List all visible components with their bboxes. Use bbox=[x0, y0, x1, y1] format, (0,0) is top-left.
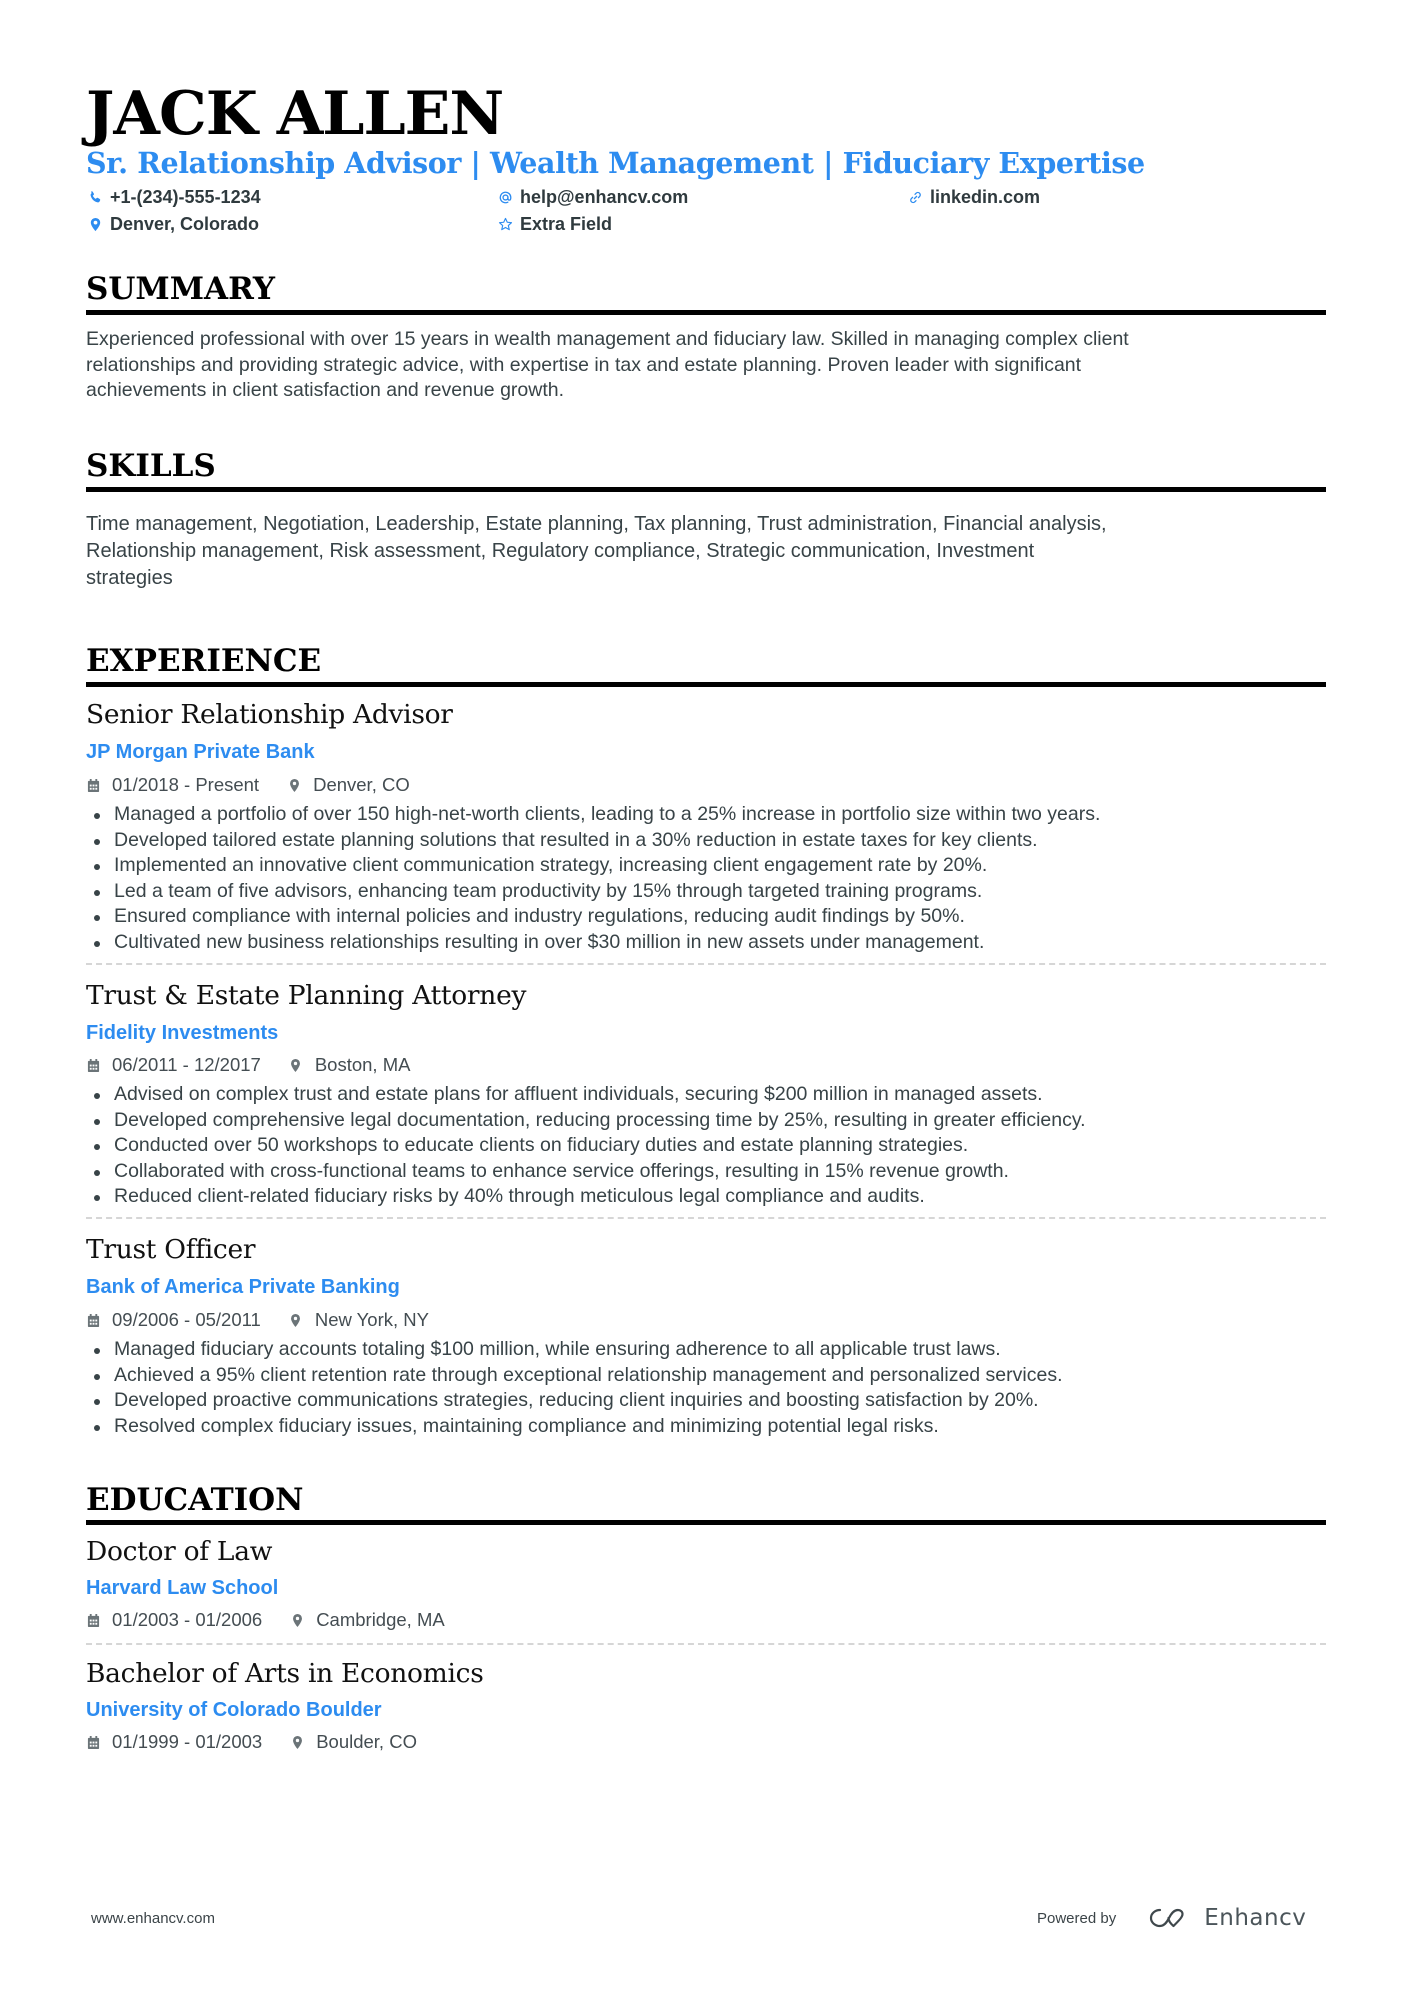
summary-line: achievements in client satisfaction and revenue growth. bbox=[86, 379, 565, 402]
degree-title: Doctor of Law bbox=[86, 1536, 273, 1567]
contact-phone bbox=[86, 186, 261, 208]
calendar-icon bbox=[86, 1734, 100, 1750]
candidate-headline: Sr. Relationship Advisor | Wealth Management | Fiduciary Expertise bbox=[86, 146, 1145, 180]
footer-powered-by[interactable] bbox=[1037, 1905, 1306, 1931]
entry-divider bbox=[86, 1643, 1326, 1645]
summary-text bbox=[86, 327, 1326, 404]
company-name: Bank of America Private Banking bbox=[86, 1276, 400, 1298]
school-name: Harvard Law School bbox=[86, 1577, 279, 1599]
phone-icon bbox=[86, 188, 104, 206]
star-icon bbox=[496, 215, 514, 233]
bullet-item: Ensured compliance with internal policies and industry regulations, reducing audit findings by 50%. bbox=[86, 904, 1326, 930]
job-dates: 01/2018 - Present bbox=[112, 774, 260, 795]
company-name: JP Morgan Private Bank bbox=[86, 741, 315, 763]
job-dates: 06/2011 - 12/2017 bbox=[112, 1054, 261, 1075]
job-bullets bbox=[86, 1337, 1326, 1439]
bullet-item: Advised on complex trust and estate plans for affluent individuals, securing $200 million in managed assets. bbox=[86, 1082, 1326, 1108]
job-meta bbox=[86, 1309, 429, 1331]
footer-website-link[interactable]: www.enhancv.com bbox=[91, 1910, 215, 1927]
enhancv-logo-icon bbox=[1144, 1905, 1192, 1931]
job-location-text: Boston, MA bbox=[314, 1054, 411, 1075]
job-bullets bbox=[86, 802, 1326, 956]
education-meta bbox=[86, 1731, 417, 1753]
education-meta bbox=[86, 1609, 445, 1631]
section-title-skills: SKILLS bbox=[86, 448, 216, 484]
job-dates: 09/2006 - 05/2011 bbox=[112, 1309, 261, 1330]
email-text: help@enhancv.com bbox=[520, 187, 689, 207]
job-title: Trust Officer bbox=[86, 1234, 256, 1265]
degree-title: Bachelor of Arts in Economics bbox=[86, 1658, 484, 1689]
bullet-item: Cultivated new business relationships resulting in over $30 million in new assets under management. bbox=[86, 930, 1326, 956]
education-dates: 01/2003 - 01/2006 bbox=[112, 1609, 263, 1630]
linkedin-text: linkedin.com bbox=[930, 187, 1041, 207]
contact-email[interactable] bbox=[496, 186, 688, 208]
bullet-item: Developed proactive communications strategies, reducing client inquiries and boosting satisfaction by 20%. bbox=[86, 1388, 1326, 1414]
bullet-item: Implemented an innovative client communication strategy, increasing client engagement rate by 20%. bbox=[86, 853, 1326, 879]
job-location bbox=[287, 774, 410, 796]
bullet-item: Managed fiduciary accounts totaling $100 million, while ensuring adherence to all applicable trust laws. bbox=[86, 1337, 1326, 1363]
job-location-text: New York, NY bbox=[314, 1309, 429, 1330]
bullet-item: Managed a portfolio of over 150 high-net-worth clients, leading to a 25% increase in portfolio size within two years. bbox=[86, 802, 1326, 828]
job-title: Senior Relationship Advisor bbox=[86, 699, 453, 730]
job-location bbox=[289, 1309, 429, 1331]
job-bullets bbox=[86, 1082, 1326, 1210]
skills-line: Relationship management, Risk assessment, Regulatory compliance, Strategic communication, Investment bbox=[86, 540, 1035, 562]
summary-line: Experienced professional with over 15 years in wealth management and fiduciary law. Skilled in managing complex client bbox=[86, 328, 1129, 350]
location-pin-icon bbox=[289, 1312, 303, 1328]
section-rule bbox=[86, 487, 1326, 492]
job-meta bbox=[86, 1054, 410, 1076]
location-pin-icon bbox=[287, 777, 301, 793]
powered-by-label: Powered by bbox=[1037, 1909, 1117, 1927]
calendar-icon bbox=[86, 777, 100, 793]
link-icon bbox=[906, 188, 924, 206]
section-title-summary: SUMMARY bbox=[86, 271, 276, 307]
bullet-item: Achieved a 95% client retention rate through exceptional relationship management and personalized services. bbox=[86, 1363, 1326, 1389]
bullet-item: Developed tailored estate planning solutions that resulted in a 30% reduction in estate taxes for key clients. bbox=[86, 828, 1326, 854]
bullet-item: Resolved complex fiduciary issues, maintaining compliance and minimizing potential legal risks. bbox=[86, 1414, 1326, 1440]
section-rule bbox=[86, 310, 1326, 315]
education-location-text: Cambridge, MA bbox=[316, 1609, 445, 1630]
section-rule bbox=[86, 1520, 1326, 1525]
location-pin-icon bbox=[290, 1612, 304, 1628]
job-location bbox=[289, 1054, 411, 1076]
candidate-name: JACK ALLEN bbox=[86, 79, 504, 149]
at-icon bbox=[496, 188, 514, 206]
entry-divider bbox=[86, 963, 1326, 965]
summary-line: relationships and providing strategic advice, with expertise in tax and estate planning. Proven leader with significant bbox=[86, 353, 1082, 376]
phone-text: +1-(234)-555-1234 bbox=[110, 187, 261, 207]
contact-extra-field bbox=[496, 213, 612, 235]
company-name: Fidelity Investments bbox=[86, 1022, 279, 1044]
section-title-education: EDUCATION bbox=[86, 1482, 304, 1518]
section-title-experience: EXPERIENCE bbox=[86, 643, 322, 679]
extra-field-text: Extra Field bbox=[520, 214, 613, 234]
location-pin-icon bbox=[86, 215, 104, 233]
education-location bbox=[290, 1609, 445, 1631]
calendar-icon bbox=[86, 1612, 100, 1628]
job-title: Trust & Estate Planning Attorney bbox=[86, 980, 527, 1011]
contact-location bbox=[86, 213, 259, 235]
education-location-text: Boulder, CO bbox=[316, 1731, 417, 1752]
enhancv-wordmark: Enhancv bbox=[1204, 1905, 1307, 1931]
section-rule bbox=[86, 682, 1326, 687]
job-location-text: Denver, CO bbox=[313, 774, 410, 795]
education-dates: 01/1999 - 01/2003 bbox=[112, 1731, 263, 1752]
entry-divider bbox=[86, 1217, 1326, 1219]
skills-line: Time management, Negotiation, Leadership, Estate planning, Tax planning, Trust administration, Financial analysis, bbox=[86, 513, 1107, 535]
school-name: University of Colorado Boulder bbox=[86, 1699, 382, 1721]
education-location bbox=[290, 1731, 417, 1753]
skills-line: strategies bbox=[86, 567, 173, 589]
location-pin-icon bbox=[289, 1057, 303, 1073]
bullet-item: Developed comprehensive legal documentation, reducing processing time by 25%, resulting in greater efficiency. bbox=[86, 1108, 1326, 1134]
bullet-item: Led a team of five advisors, enhancing team productivity by 15% through targeted training programs. bbox=[86, 879, 1326, 905]
location-text: Denver, Colorado bbox=[110, 214, 260, 234]
calendar-icon bbox=[86, 1312, 100, 1328]
calendar-icon bbox=[86, 1057, 100, 1073]
bullet-item: Conducted over 50 workshops to educate clients on fiduciary duties and estate planning strategies. bbox=[86, 1133, 1326, 1159]
bullet-item: Reduced client-related fiduciary risks by 40% through meticulous legal compliance and audits. bbox=[86, 1184, 1326, 1210]
job-meta bbox=[86, 774, 410, 796]
contact-linkedin[interactable] bbox=[906, 186, 1040, 208]
skills-text bbox=[86, 511, 1326, 592]
bullet-item: Collaborated with cross-functional teams to enhance service offerings, resulting in 15% revenue growth. bbox=[86, 1159, 1326, 1185]
location-pin-icon bbox=[290, 1734, 304, 1750]
